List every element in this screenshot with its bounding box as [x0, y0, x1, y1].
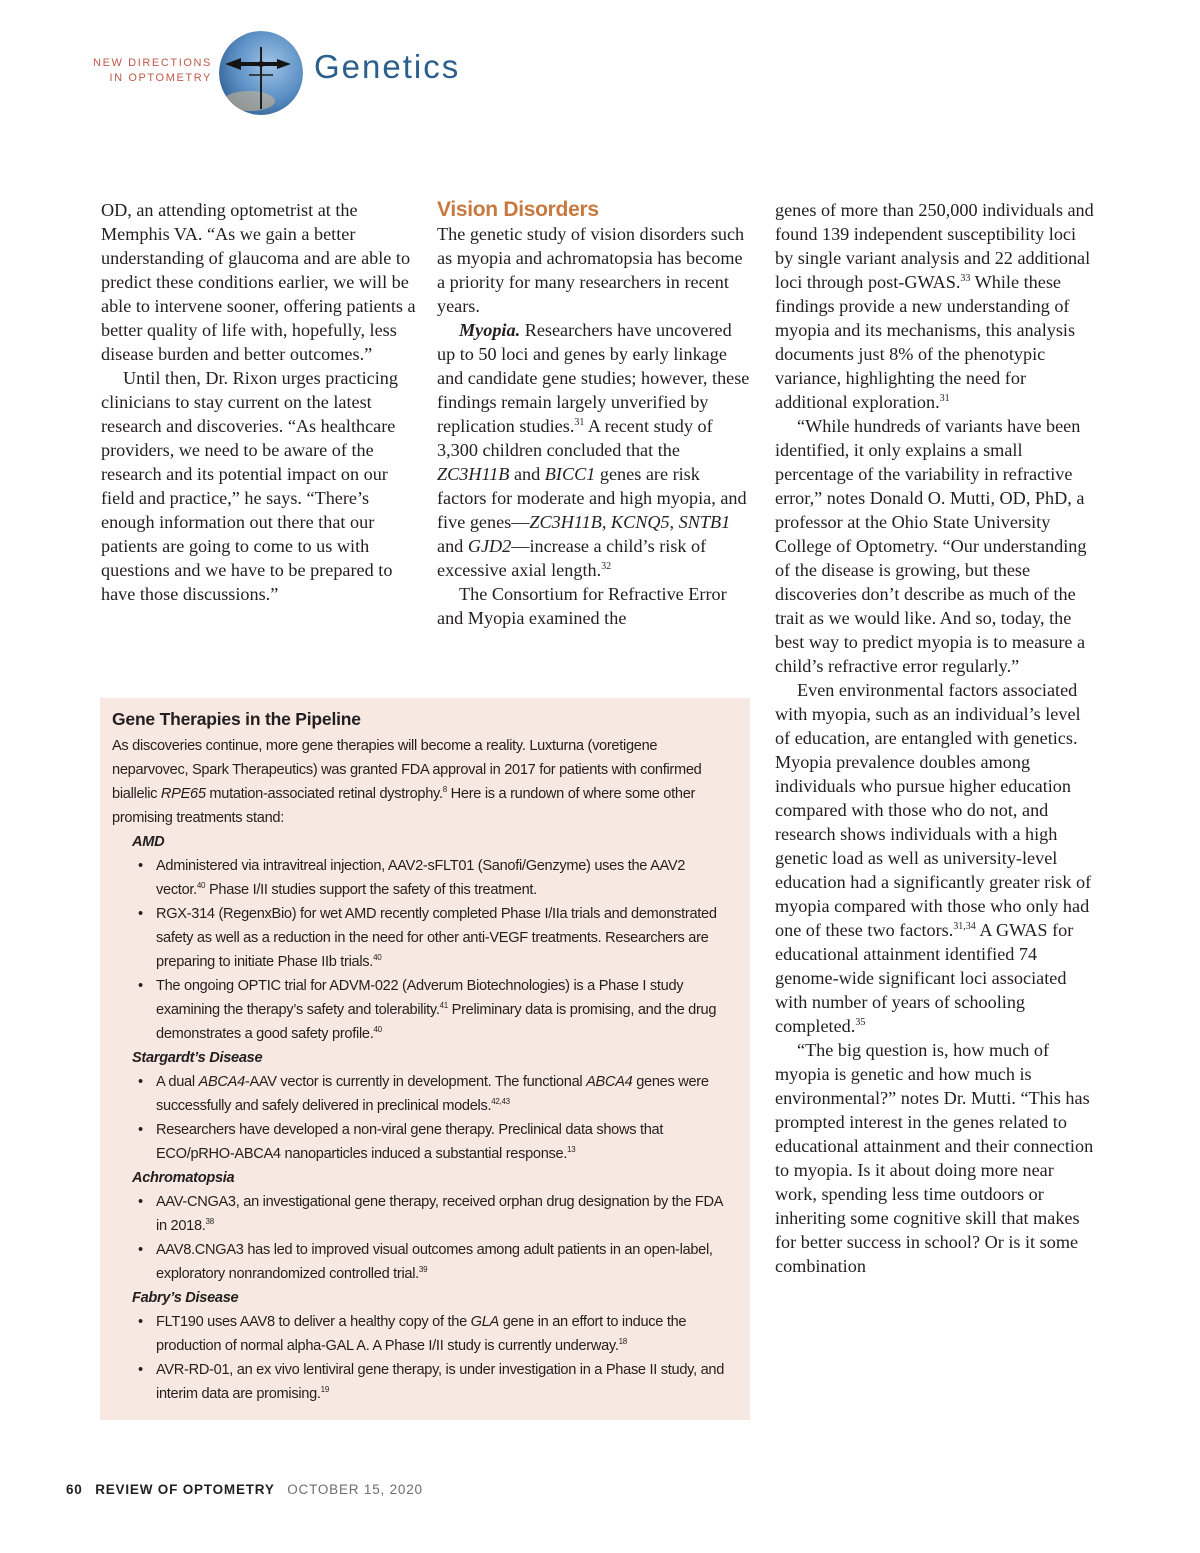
text-run: AAV8.CNGA3 has led to improved visual outcomes among adult patients in an open-label, exploratory nonrandomized controlled trial.: [156, 1242, 713, 1282]
reference: 40: [373, 1025, 382, 1034]
reference: 40: [196, 881, 206, 890]
paragraph: “While hundreds of variants have been identified, it only explains a small percentage of the variability in refractive error,” notes Donald O. Mutti, OD, PhD, a professor at the Ohio State University College of Optometry. “Our understanding of the disease is growing, but these discoveries don’t describe as much of the trait as we would like. And so, today, the best way to predict myopia is to measure a child’s refractive error regularly.”: [775, 416, 1087, 676]
bullet-list: [112, 1310, 736, 1406]
text-run: AVR-RD-01, an ex vivo lentiviral gene therapy, is under investigation in a Phase II study, and interim data are promising.: [156, 1362, 725, 1402]
text-run: —increase a child’s risk of excessive axial length.: [437, 536, 707, 580]
weathervane-icon: [219, 31, 303, 115]
text-run: RGX-314 (RegenxBio) for wet AMD recently completed Phase I/IIa trials and demonstrated safety as well as a reduction in the need for other anti-VEGF treatments. Researchers are preparing to initiate Phase IIb trials.: [156, 906, 717, 970]
reference: 8: [442, 785, 447, 794]
text-run: Researchers have uncovered up to 50 loci and genes by early linkage and candidate gene studies; however, these findings remain largely unverified by replication studies.: [437, 320, 750, 436]
text-run: AAV-CNGA3, an investigational gene therapy, received orphan drug designation by the FDA in 2018.: [156, 1194, 723, 1234]
list-item: [156, 1118, 736, 1166]
gene-name: RPE65: [160, 786, 206, 802]
paragraph: OD, an attending optometrist at the Memphis VA. “As we gain a better understanding of glaucoma and are able to predict these conditions earlier, we will be able to intervene sooner, offering patients a better quality of life with, hopefully, less disease burden and better outcomes.”: [101, 200, 416, 364]
text-run: A GWAS for educational attainment identified 74 genome-wide significant loci associated with number of years of schooling completed.: [775, 920, 1074, 1036]
list-item: [156, 902, 736, 974]
reference: 13: [567, 1145, 576, 1154]
gene-name: GLA: [470, 1314, 499, 1330]
list-item: [156, 974, 736, 1046]
paragraph: [775, 198, 1095, 414]
reference: 19: [320, 1385, 329, 1394]
reference: 41: [439, 1001, 448, 1010]
bullet-list: [112, 854, 736, 1046]
sidebar-intro: [112, 734, 736, 830]
text-run: While these findings provide a new understanding of myopia and its mechanisms, this analysis documents just 8% of the phenotypic variance, highlighting the need for additional exploration.: [775, 272, 1076, 412]
paragraph: [437, 318, 753, 582]
run-in-heading: Myopia.: [459, 320, 521, 340]
bullet-list: [112, 1190, 736, 1286]
text-run: Preliminary data is promising, and the drug demonstrates a good safety profile.: [156, 1002, 717, 1042]
paragraph: Until then, Dr. Rixon urges practicing clinicians to stay current on the latest research and discoveries. “As healthcare providers, we need to be aware of the research and its potential impact on our field and practice,” he says. “There’s enough information out there that our patients are going to come to us with questions and we have to be prepared to have those discussions.”: [101, 368, 398, 604]
reference: 40: [373, 953, 382, 962]
text-run: mutation-associated retinal dystrophy.: [205, 786, 443, 802]
subheading-stargardt: Stargardt’s Disease: [132, 1050, 263, 1066]
kicker-line-2: IN OPTOMETRY: [109, 72, 212, 84]
gene-name: BICC1: [544, 464, 596, 484]
text-run: genes were successfully and safely delivered in preclinical models.: [156, 1074, 709, 1114]
list-item: [156, 1358, 736, 1406]
text-run: and: [509, 464, 545, 484]
gene-name: ABCA4: [198, 1074, 245, 1090]
page-number: 60: [66, 1482, 83, 1497]
gene-name: ZC3H11B: [437, 464, 510, 484]
issue-date: OCTOBER 15, 2020: [287, 1482, 423, 1497]
reference: 35: [855, 1017, 866, 1028]
list-item: [156, 1190, 736, 1238]
text-run: Phase I/II studies support the safety of this treatment.: [205, 882, 537, 898]
reference: 31: [939, 393, 950, 404]
text-run: A dual: [156, 1074, 199, 1090]
text-run: genes of more than 250,000 individuals and found 139 independent susceptibility loci by single variant analysis and 22 additional loci through post-GWAS.: [775, 200, 1094, 292]
gene-name: ZC3H11B, KCNQ5, SNTB1: [529, 512, 731, 532]
reference: 18: [618, 1337, 627, 1346]
reference: 39: [418, 1265, 428, 1274]
text-run: The ongoing OPTIC trial for ADVM-022 (Adverum Biotechnologies) is a Phase I study examining the therapy’s safety and tolerability.: [156, 978, 684, 1018]
article-column-right: [775, 198, 1095, 1278]
reference: 38: [205, 1217, 214, 1226]
text-run: -AAV vector is currently in development. The functional: [244, 1074, 587, 1090]
list-item: [156, 1310, 736, 1358]
page-footer: [66, 1482, 423, 1497]
paragraph: “The big question is, how much of myopia is genetic and how much is environmental?” notes Dr. Mutti. “This has prompted interest in the genes related to educational attainment and their connection to myopia. Is it about doing more near work, spending less time outdoors or inheriting some cognitive skill that makes for better success in school? Or is it some combination: [775, 1040, 1094, 1276]
text-run: Researchers have developed a non-viral gene therapy. Preclinical data shows that ECO/pRHO-ABCA4 nanoparticles induced a substantial response.: [156, 1122, 664, 1162]
reference: 33: [960, 273, 971, 284]
paragraph: The genetic study of vision disorders such as myopia and achromatopsia has become a priority for many researchers in recent years.: [437, 224, 745, 316]
subheading-fabry: Fabry’s Disease: [132, 1290, 239, 1306]
bullet-list: [112, 1070, 736, 1166]
list-item: [156, 1238, 736, 1286]
text-run: Even environmental factors associated with myopia, such as an individual’s level of education, are entangled with genetics. Myopia prevalence doubles among individuals who pursue higher education compared with those who do not, and research shows individuals with a high genetic load as well as university-level education had a significantly greater risk of myopia compared with those who only had one of these two factors.: [775, 680, 1092, 940]
reference: 31,34: [953, 921, 976, 932]
text-run: gene in an effort to induce the production of normal alpha-GAL A. A Phase I/II study is currently underway.: [156, 1314, 687, 1354]
text-run: and: [437, 536, 468, 556]
gene-name: GJD2: [467, 536, 512, 556]
article-column-middle: [437, 198, 753, 630]
magazine-name: REVIEW OF OPTOMETRY: [95, 1482, 275, 1497]
paragraph: The Consortium for Refractive Error and Myopia examined the: [437, 584, 727, 628]
subheading-amd: AMD: [132, 834, 165, 850]
sidebar-title: Gene Therapies in the Pipeline: [112, 709, 361, 729]
reference: 42,43: [491, 1097, 510, 1106]
list-item: [156, 854, 736, 902]
subheading-achromatopsia: Achromatopsia: [132, 1170, 235, 1186]
section-heading: Vision Disorders: [437, 198, 599, 221]
reference: 32: [601, 561, 612, 572]
text-run: As discoveries continue, more gene therapies will become a reality. Luxturna (voretigene neparvovec, Spark Therapeutics) was granted FDA approval in 2017 for patients with confirmed biallelic: [112, 738, 702, 802]
text-run: genes are risk factors for moderate and high myopia, and five genes—: [437, 464, 747, 532]
reference: 31: [574, 417, 585, 428]
sidebar-box: [100, 698, 750, 1420]
list-item: [156, 1070, 736, 1118]
gene-name: ABCA4: [586, 1074, 633, 1090]
text-run: Here is a rundown of where some other promising treatments stand:: [112, 786, 696, 826]
paragraph: [775, 678, 1095, 1038]
article-column-left: [101, 198, 419, 606]
header-kicker: [60, 56, 212, 86]
text-run: Administered via intravitreal injection, AAV2-sFLT01 (Sanofi/Genzyme) uses the AAV2 vector.: [156, 858, 686, 898]
section-title: Genetics: [314, 48, 461, 85]
text-run: A recent study of 3,300 children concluded that the: [437, 416, 713, 460]
kicker-line-1: NEW DIRECTIONS: [93, 57, 212, 69]
text-run: FLT190 uses AAV8 to deliver a healthy copy of the: [156, 1314, 471, 1330]
